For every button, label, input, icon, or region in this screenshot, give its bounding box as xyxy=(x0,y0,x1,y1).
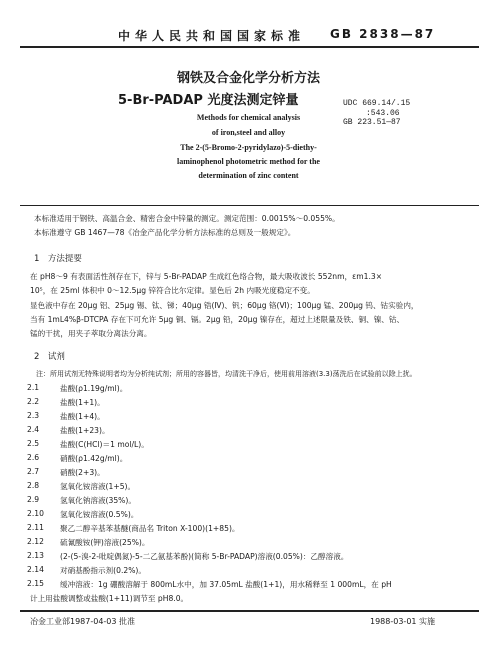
effective-date: 1988-03-01 实施 xyxy=(370,617,436,626)
approval-date: 冶金工业部1987-04-03 批准 xyxy=(30,617,136,626)
english-title-line: of iron,steel and alloy xyxy=(211,128,286,137)
reagent-item: 氢氧化铵溶液(1+5)。 xyxy=(60,482,136,491)
reagent-note: 注：所用试剂无特殊说明者均为分析纯试剂；所用的容器皆，均清洗干净后，使用前用溶液(3.3)荡洗后在试验前以除上扰。 xyxy=(36,370,417,378)
item-number: 2.1 xyxy=(27,383,40,392)
reagent-item: 盐酸(ρ1.19g/ml)。 xyxy=(60,384,128,393)
reagent-item: 盐酸(1+1)。 xyxy=(60,398,105,407)
buffer-reagent-item: 缓冲溶液：1g 硼酸溶解于 800mL水中，加 37.05mL 盐酸(1+1)，用水稀释至 1 000mL，在 pH xyxy=(60,580,392,589)
method-paragraph-line: 显色液中存在 20μg 铝、25μg 锡、钛、锑；40μg 锆(Ⅳ)、钒；60μg 铬(Ⅵ)；100μg 锰、200μg 钨、钴实验内， xyxy=(30,301,419,310)
header-rule xyxy=(20,46,479,48)
reagent-item: (2-(5-溴-2-吡啶偶氮)-5-二乙氨基苯酚)(简称 5-Br-PADAP)溶液(0.05%)：乙醇溶液。 xyxy=(60,552,349,561)
section-heading: 1 方法提要 xyxy=(34,254,82,264)
item-number: 2.2 xyxy=(27,397,40,406)
buffer-reagent-continued: 计上用盐酸调整或盐酸(1+11)调节至 pH8.0。 xyxy=(30,594,189,603)
reagent-item: 盐酸(1+4)。 xyxy=(60,412,105,421)
item-number: 2.4 xyxy=(27,425,40,434)
item-number: 2.12 xyxy=(27,537,44,546)
english-title-line: laminophenol photometric method for the xyxy=(177,157,320,166)
item-number: 2.7 xyxy=(27,467,40,476)
item-number: 2.6 xyxy=(27,453,40,462)
reagent-item: 盐酸(C(HCl)＝1 mol/L)。 xyxy=(60,440,149,449)
udc-code-continued: :543.06 xyxy=(366,109,400,118)
item-number: 2.9 xyxy=(27,495,40,504)
method-paragraph-line: 10⁵，在 25ml 体积中 0～12.5μg 锌符合比尔定律。显色后 2h 内吸光度稳定不变。 xyxy=(30,286,315,295)
reagent-item: 氢氧化钠溶液(35%)。 xyxy=(60,496,136,505)
document-subtitle: 5-Br-PADAP 光度法测定锌量 xyxy=(118,93,299,108)
item-number: 2.13 xyxy=(27,551,44,560)
item-number: 2.14 xyxy=(27,565,44,574)
item-number: 2.3 xyxy=(27,411,40,420)
compliance-paragraph: 本标准遵守 GB 1467—78《冶金产品化学分析方法标准的总则及一般规定》。 xyxy=(34,228,296,237)
english-title-line: The 2-(5-Bromo-2-pyridylazo)-5-diethy- xyxy=(180,143,317,152)
reagent-item: 盐酸(1+23)。 xyxy=(60,426,110,435)
reagent-item: 氢氧化铵溶液(0.5%)。 xyxy=(60,510,139,519)
reagent-item: 聚乙二醇辛基苯基醚(商品名 Triton X-100)(1+85)。 xyxy=(60,524,240,533)
document-title: 钢铁及合金化学分析方法 xyxy=(176,71,320,86)
item-number: 2.11 xyxy=(27,523,44,532)
english-title-line: Methods for chemical analysis xyxy=(196,113,301,122)
title-rule xyxy=(20,205,479,206)
item-number: 2.10 xyxy=(27,509,44,518)
footer-rule xyxy=(20,610,479,612)
method-paragraph-line: 在 pH8～9 有表面活性剂存在下，锌与 5-Br-PADAP 生成红色络合物，最大吸收波长 552nm，εm1.3× xyxy=(30,272,383,281)
gb-code: GB 223.51—87 xyxy=(343,118,401,127)
section-heading: 2 试剂 xyxy=(34,352,65,362)
reagent-item: 硝酸(2+3)。 xyxy=(60,468,105,477)
udc-code: UDC 669.14/.15 xyxy=(343,99,411,108)
item-number: 2.8 xyxy=(27,481,40,490)
english-title-line: determination of zinc content xyxy=(198,171,299,180)
reagent-item: 对硝基酚指示剂(0.2%)。 xyxy=(60,566,146,575)
scope-paragraph: 本标准适用于钢铁、高温合金、精密合金中锌量的测定。测定范围：0.0015%～0.055%。 xyxy=(34,214,340,223)
reagent-item: 硫氰酸铵(钾)溶液(25%)。 xyxy=(60,538,150,547)
reagent-item: 硝酸(ρ1.42g/ml)。 xyxy=(60,454,128,463)
standard-code: GB 2838—87 xyxy=(330,27,436,41)
method-paragraph-line: 当有 1mL4%β-DTCPA 存在下可允许 5μg 铜、镉。2μg 铅，20μg 镍存在，超过上述限量及铁、铜、镍、钴、 xyxy=(30,315,405,324)
item-number: 2.15 xyxy=(27,579,44,588)
standard-header: 中华人民共和国国家标准 xyxy=(118,29,306,43)
method-paragraph-line: 锰的干扰，用夹子萃取分离法分离。 xyxy=(30,329,152,338)
item-number: 2.5 xyxy=(27,439,40,448)
